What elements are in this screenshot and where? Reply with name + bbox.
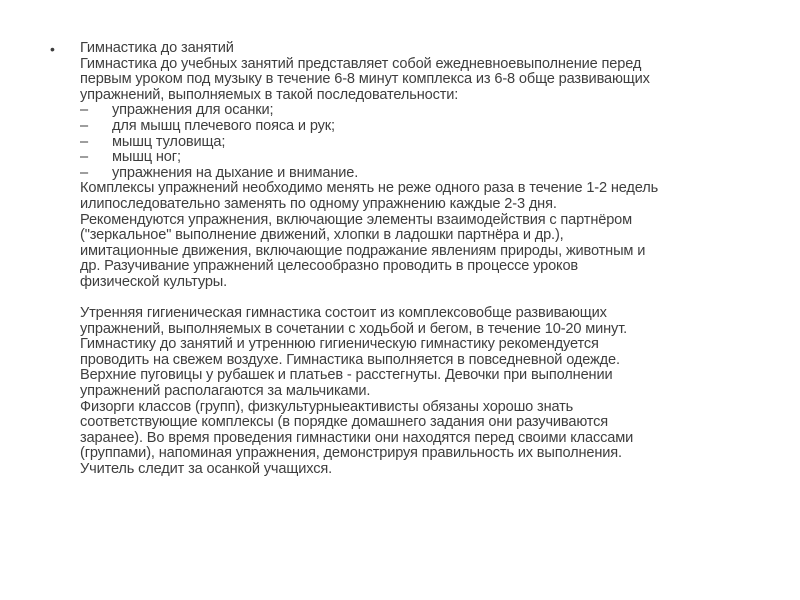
text-line: (группами), напоминая упражнения, демонстрируя правильность их выполнения. <box>80 445 622 462</box>
list-item <box>80 119 780 135</box>
dash-icon: – <box>80 164 88 181</box>
blank-line <box>80 291 780 307</box>
text-line: физической культуры. <box>80 273 228 290</box>
text-line: Гимнастика до учебных занятий представляет собой ежедневноевыполнение перед <box>80 55 642 72</box>
list-item-text: для мышц плечевого пояса и рук; <box>112 117 335 134</box>
text-line: имитационные движения, включающие подражание явлениям природы, животным и <box>80 242 646 259</box>
list-item-text: мышц туловища; <box>112 133 226 150</box>
text-line: упражнений, выполняемых в сочетании с ходьбой и бегом, в течение 10-20 минут. <box>80 320 628 337</box>
slide-text <box>80 41 780 478</box>
text-line: соответствующие комплексы (в порядке домашнего задания они разучиваются <box>80 414 609 431</box>
section-title: Гимнастика до занятий <box>80 40 234 56</box>
text-line: Рекомендуются упражнения, включающие элементы взаимодействия с партнёром <box>80 211 633 228</box>
paragraph-morning-gymnastics <box>80 306 780 478</box>
list-item <box>80 135 780 151</box>
text-line: заранее). Во время проведения гимнастики они находятся перед своими классами <box>80 429 634 446</box>
list-item-text: упражнения на дыхание и внимание. <box>112 164 359 181</box>
text-line: илипоследовательно заменять по одному упражнению каждые 2-3 дня. <box>80 195 557 212</box>
text-line: Комплексы упражнений необходимо менять не реже одного раза в течение 1-2 недель <box>80 180 659 197</box>
text-line: первым уроком под музыку в течение 6-8 минут комплекса из 6-8 обще развивающих <box>80 71 650 88</box>
text-line: проводить на свежем воздухе. Гимнастика выполняется в повседневной одежде. <box>80 351 620 368</box>
list-item <box>80 166 780 182</box>
dash-icon: – <box>80 133 88 150</box>
dash-icon: – <box>80 149 88 166</box>
text-line: упражнений, выполняемых в такой последовательности: <box>80 86 459 103</box>
list-item <box>80 103 780 119</box>
dash-icon: – <box>80 117 88 134</box>
text-line: Гимнастику до занятий и утреннюю гигиеническую гимнастику рекомендуется <box>80 336 599 353</box>
exercise-list <box>80 103 780 181</box>
intro-paragraph <box>80 57 780 104</box>
bullet-icon: • <box>50 41 55 57</box>
text-line: Физорги классов (групп), физкультурныеактивисты обязаны хорошо знать <box>80 398 574 415</box>
text-line: упражнений располагаются за мальчиками. <box>80 383 371 400</box>
list-item <box>80 150 780 166</box>
list-item-text: мышц ног; <box>112 149 181 166</box>
list-item-text: упражнения для осанки; <box>112 102 274 119</box>
paragraph-complexes <box>80 181 780 290</box>
text-line: Утренняя гигиеническая гимнастика состоит из комплексовобще развивающих <box>80 305 607 322</box>
text-line: др. Разучивание упражнений целесообразно проводить в процессе уроков <box>80 258 579 275</box>
text-line: Верхние пуговицы у рубашек и платьев - расстегнуты. Девочки при выполнении <box>80 367 613 384</box>
text-line: ("зеркальное" выполнение движений, хлопки в ладошки партнёра и др.), <box>80 227 564 244</box>
text-line: Учитель следит за осанкой учащихся. <box>80 461 333 478</box>
dash-icon: – <box>80 102 88 119</box>
